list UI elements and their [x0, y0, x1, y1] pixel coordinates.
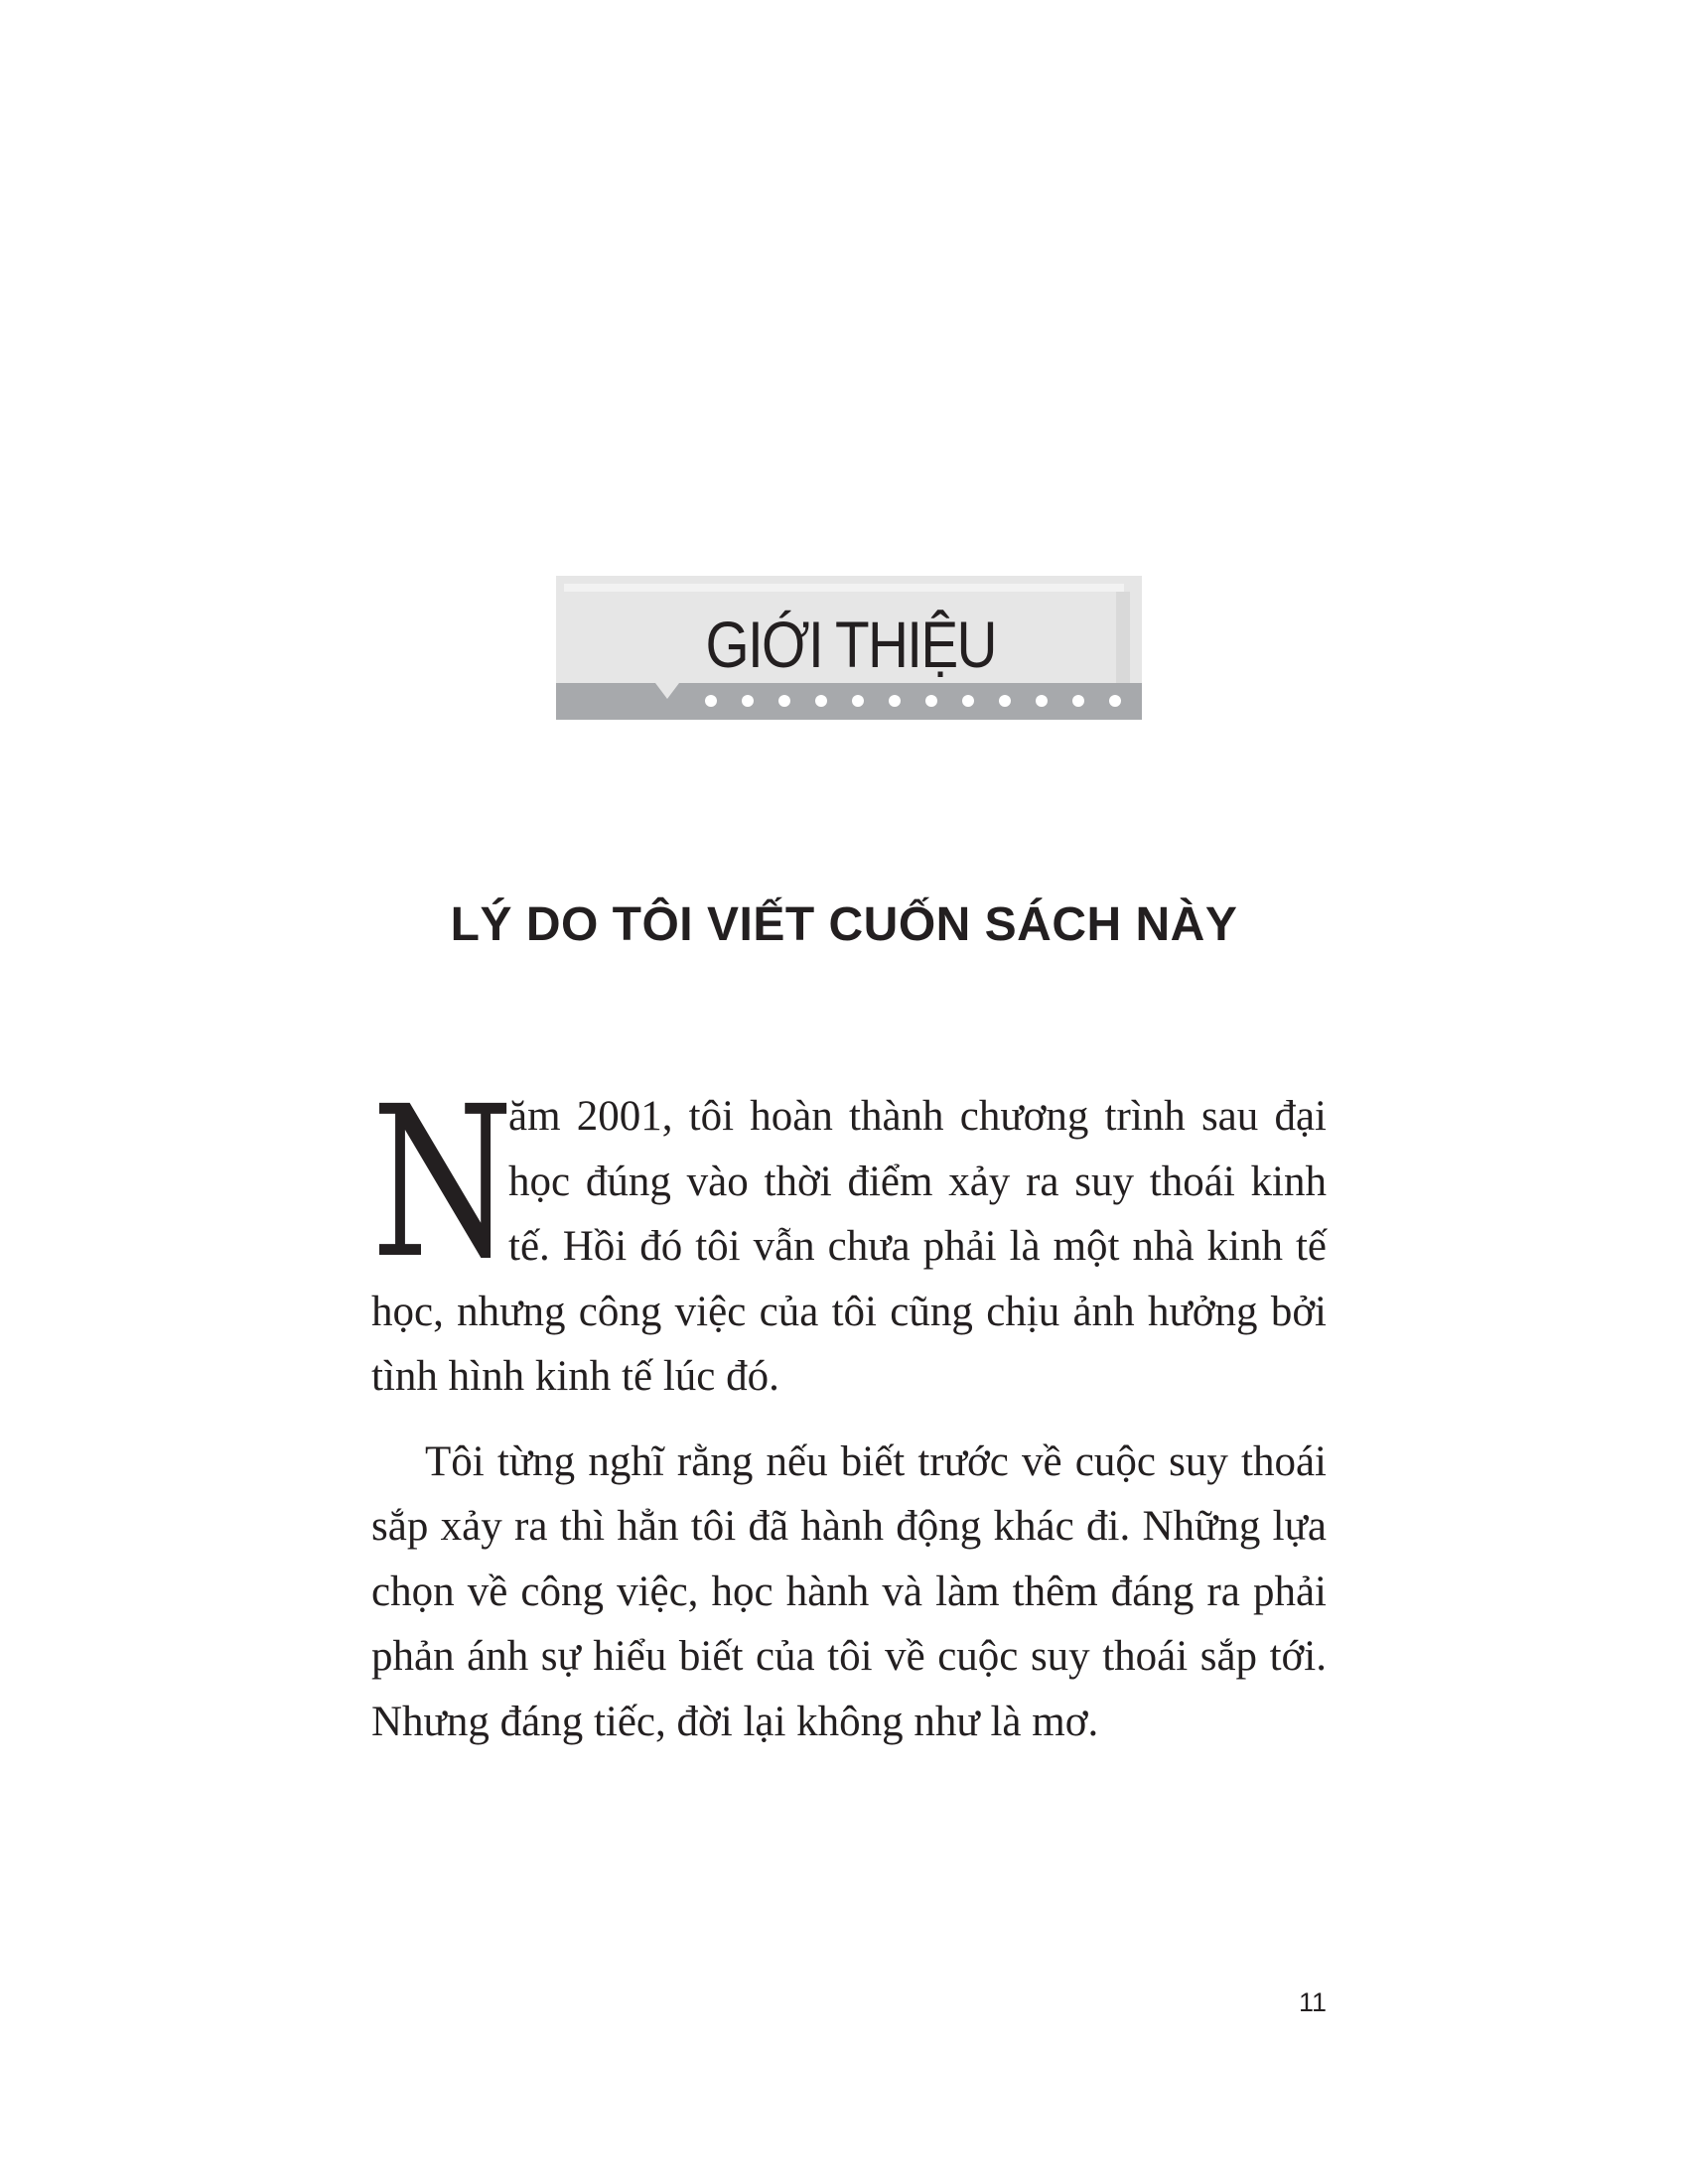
page-number: 11: [1298, 1987, 1327, 2017]
paragraph-1-text: ăm 2001, tôi hoàn thành chương trình sau đại học đúng vào thời điểm xảy ra suy thoái kinh tế. Hồi đó tôi vẫn chưa phải là một nhà kinh tế học, nhưng công việc của tôi cũng chịu ảnh hưởng bởi tình hình kinh tế lúc đó.: [371, 1093, 1327, 1400]
section-heading: LÝ DO TÔI VIẾT CUỐN SÁCH NÀY: [450, 898, 1238, 951]
body-text: [371, 1061, 1327, 1754]
paragraph-1: [371, 1061, 1327, 1410]
paragraph-2: Tôi từng nghĩ rằng nếu biết trước về cuộc suy thoái sắp xảy ra thì hẳn tôi đã hành động khác đi. Những lựa chọn về công việc, học hành và làm thêm đáng ra phải phản ánh sự hiểu biết của tôi về cuộc suy thoái sắp tới. Nhưng đáng tiếc, đời lại không như là mơ.: [371, 1437, 1327, 1745]
chapter-title: GIỚI THIỆU: [705, 608, 996, 681]
drop-cap: N: [371, 1061, 514, 1304]
chapter-banner: [556, 576, 1142, 720]
